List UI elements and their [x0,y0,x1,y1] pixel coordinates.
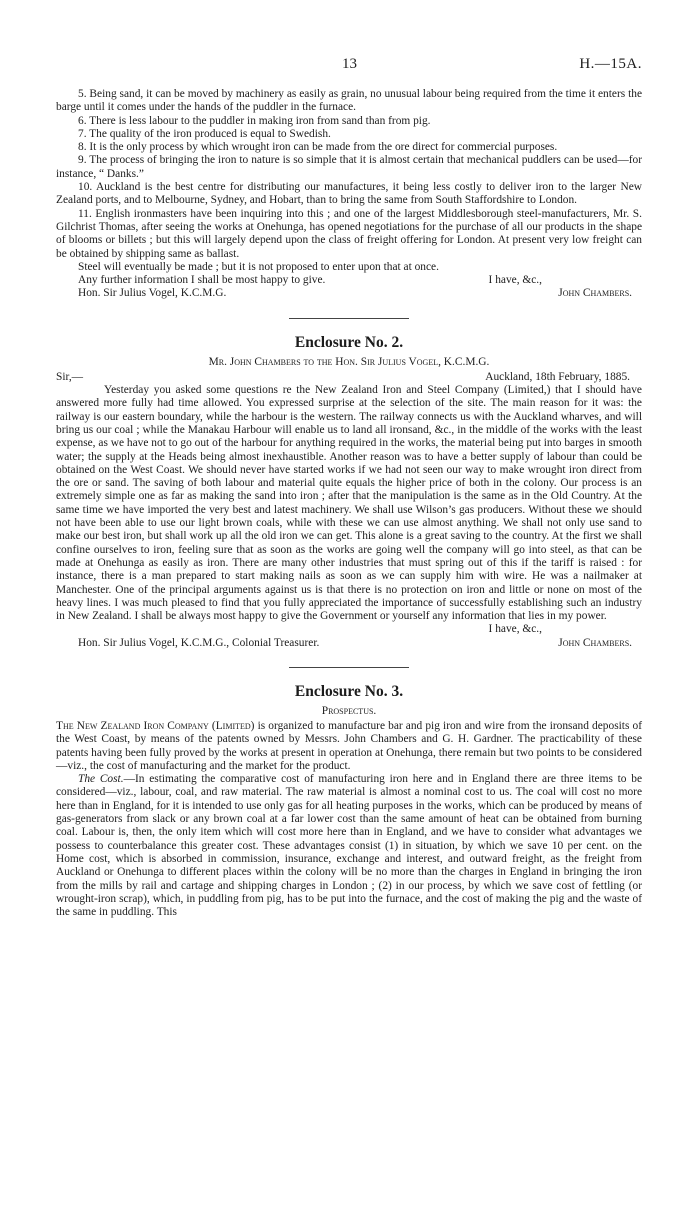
numbered-point: 7. The quality of the iron produced is equal to Swedish. [78,127,331,140]
numbered-point: 6. There is less labour to the puddler in making iron from sand than from pig. [78,114,431,127]
numbered-point: 11. English ironmasters have been inquiring into this ; and one of the largest Middlesborough steel-manufacturers, Mr. S. Gilchrist Thomas, after seeing the works at Onehunga, has opened negotiations for the purchase of all our products in the shape of blooms or billets ; but this will largely depend upon the class of freight offering for London. At present very low freight can be obtained by shipping same as ballast. [56,207,642,260]
enclosure-2 [56,333,642,650]
company-name: The New Zealand Iron Company (Limited) [56,719,255,732]
letter-date: Auckland, 18th February, 1885. [485,370,630,383]
enclosure-subheading: Prospectus. [321,704,377,717]
letter-signoff [56,637,642,650]
enclosure-heading: Enclosure No. 3. [294,682,404,700]
salutation-line [56,371,642,384]
section-divider [289,667,409,668]
numbered-point: 5. Being sand, it can be moved by machinery as easily as grain, no unusual labour being required from the time it enters the barge until it comes under the hands of the puddler in the furnace. [56,88,642,114]
enclosure-1-continuation [56,88,642,301]
closing-text: Any further information I shall be most happy to give. [78,274,326,287]
enclosure-heading: Enclosure No. 2. [294,333,404,351]
enclosure-subheading: Mr. John Chambers to the Hon. Sir Julius Vogel, K.C.M.G. [208,355,490,368]
closing-formula: I have, &c., [488,623,542,636]
letter-signoff [56,287,642,300]
letter-closing [56,623,642,636]
page-number: 13 [342,56,357,72]
letter-closing [56,274,642,287]
salutation: Sir,— [56,370,84,383]
addressee: Hon. Sir Julius Vogel, K.C.M.G. [78,287,227,300]
steel-note: Steel will eventually be made ; but it is not proposed to enter upon that at once. [78,260,439,273]
document-reference: H.—15A. [579,56,642,72]
signature: John Chambers. [558,287,632,300]
numbered-point: 9. The process of bringing the iron to nature is so simple that it is almost certain that mechanical puddlers can be used—for instance, “ Danks.” [56,154,642,180]
numbered-point: 8. It is the only process by which wrought iron can be made from the ore direct for commercial purposes. [78,141,558,154]
signature: John Chambers. [558,636,632,649]
document-page [56,56,642,919]
section-title: The Cost. [78,773,124,786]
section-divider [289,318,409,319]
page-header [56,56,642,76]
closing-formula: I have, &c., [488,274,542,287]
cost-paragraph: The Cost.—In estimating the comparative cost of manufacturing iron here and in England there are three items to be considered—viz., labour, coal, and raw material. The raw material is almost a nominal cost to us. The coal will cost no more here than in England, for it is intended to use only gas for all heating purposes in the works, which can be produced by means of gas-generators from slack or any brown coal at a far lower cost than the same amount of heat can be obtained from burning coal. Labour is, then, the only item which will cost more here than in England, and we have to consider what advantages we possess to counterbalance this greater cost. These advantages consist (1) in situation, by which we save 10 per cent. on the Home cost, which is absorbed in commission, insurance, exchange and interest, and outward freight, as the freight from Auckland or Onehunga to different places within the colony will be no more than the charges in England in bringing the iron from the mills by rail and cartage and shipping charges in London ; (2) in our process, by which we save cost of fettling (or wrought-iron scrap), which, in puddling from pig, has to be put into the furnace, and the cost of making the pig and the waste of the same in puddling. This [56,773,642,919]
addressee: Hon. Sir Julius Vogel, K.C.M.G., Colonial Treasurer. [78,636,320,649]
prospectus-paragraph: The New Zealand Iron Company (Limited) is organized to manufacture bar and pig iron and wire from the ironsand deposits of the West Coast, by means of the patents owned by Messrs. John Chambers and G. H. Gardner. The practicability of these patents having been fully proved by the works at present in operation at Onehunga, there remain but two points to be considered—viz., the cost of manufacturing and the market for the product. [56,719,642,772]
letter-body: Yesterday you asked some questions re the New Zealand Iron and Steel Company (Limited,) that I should have answered more fully had time allowed. You expressed surprise at the selection of the site. The main reason for it was: the railway is our eastern boundary, while the harbour is the western. The railway connects us with the Auckland wharves, and will bring us our coal ; while the Manakau Harbour will enable us to land all ironsand, &c., in the middle of the works with the least expense, as we have not to go out of the harbour for anything required in the works, the material being put into barges in smooth water; the supply at the Heads being almost inexhaustible. Another reason was to have a better supply of labour than could be obtained on the West Coast. We should never have started works if we had not seen our way to make wrought iron direct from the ore or sand. The saving of both labour and material quite equals the higher price of both in the colony. Our process is an extremely simple one as far as making the sand into iron ; after that the manipulation is the same as in the Old Country. At the same time we have imported the very best and latest machinery. We shall use Wilson’s gas producers. Without these we should not have been able to use our light brown coals, while with these we can use almost anything. We shall not only use sand to make our best iron, but shall work up all the old iron we can get. This alone is a great saving to the country. At the first we shall confine ourselves to iron, feeling sure that as soon as the works are going well the company will go into steel, as that can be made at Onehunga as easily as iron. There are many other industries that must spring out of this if the tariff is raised : for instance, there is a man prepared to start making nails as soon as we can supply him with wire. He was a nailmaker at Manchester. One of the principal arguments against us is that there is no protection on iron and little or none on most of the heavy lines. I was much pleased to find that you fully appreciated the importance of successfully establishing such an industry in New Zealand. I shall be always most happy to give the Government or yourself any information that lies in my power. [56,384,642,623]
enclosure-3 [56,682,642,919]
numbered-point: 10. Auckland is the best centre for distributing our manufactures, it being less costly to deliver iron to the larger New Zealand ports, and to Melbourne, Sydney, and Hobart, than to bring the same from South Staffordshire to London. [56,181,642,207]
